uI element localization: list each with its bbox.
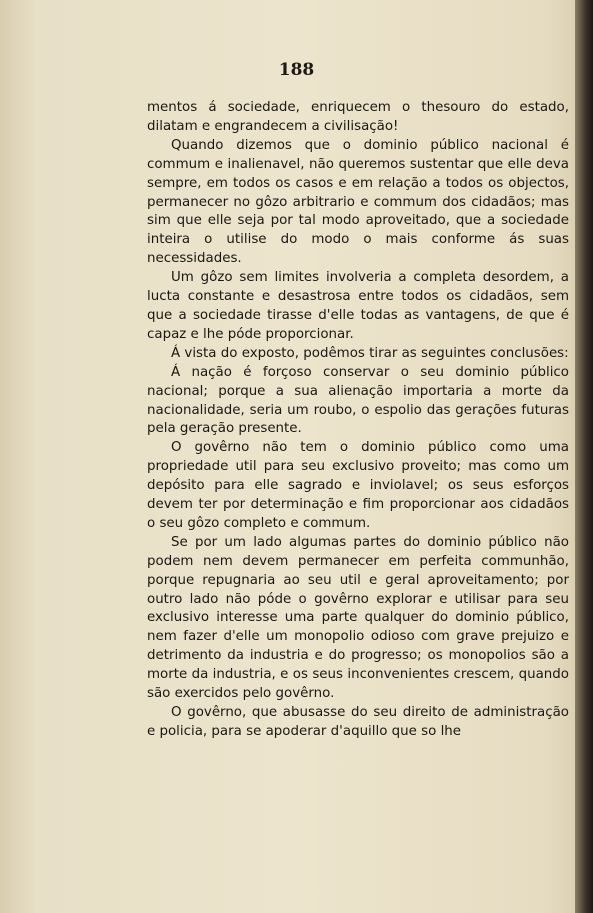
paragraph-7: Se por um lado algumas partes do dominio público não podem nem devem permanecer em perfeita communhão, porque repugnaria ao seu util e geral aproveitamento; por outro lado não póde o govêrno explorar e utilisar para seu exclusivo interesse uma parte qualquer do dominio público, nem fazer d'elle um monopolio odioso com grave prejuizo e detrimento da industria e do progresso; os monopolios são a morte da industria, e os seus inconvenientes crescem, quando são exercidos pelo govêrno. (147, 534, 569, 702)
paragraph-1: mentos á sociedade, enriquecem o thesouro do estado, dilatam e engrandecem a civilisação! (147, 100, 569, 134)
paragraph-3: Um gôzo sem limites involveria a completa desordem, a lucta constante e desastrosa entre todos os cidadãos, sem que a sociedade tirasse d'elle todas as vantagens, de que é capaz e lhe póde proporcionar. (147, 270, 569, 342)
paragraph-4: Á vista do exposto, podêmos tirar as seguintes conclusões: (171, 345, 569, 361)
paragraph-6: O govêrno não tem o dominio público como uma propriedade util para seu exclusivo proveito; mas como um depósito para elle sagrado e inviolavel; os seus esforços devem ter por determinação e fim proporcionar aos cidadãos o seu gôzo completo e commum. (147, 440, 569, 531)
page-number: 188 (278, 60, 315, 80)
paragraph-5: Á nação é forçoso conservar o seu dominio público nacional; porque a sua alienação importaria a morte da nacionalidade, seria um roubo, o espolio das gerações futuras pela geração presente. (147, 364, 569, 437)
book-spine-shadow (575, 0, 593, 913)
paragraph-2: Quando dizemos que o dominio público nacional é commum e inalienavel, não queremos sustentar que elle deva sempre, em todos os casos e em relação a todos os objectos, permanecer no gôzo arbitrario e commum dos cidadãos; mas sim que elle seja por tal modo aproveitado, que a sociedade inteira o utilise do modo o mais conforme ás suas necessidades. (147, 137, 569, 267)
paragraph-8: O govêrno, que abusasse do seu direito de administração e policia, para se apoderar d'aquillo que so lhe (147, 705, 569, 739)
body-text (147, 99, 569, 742)
